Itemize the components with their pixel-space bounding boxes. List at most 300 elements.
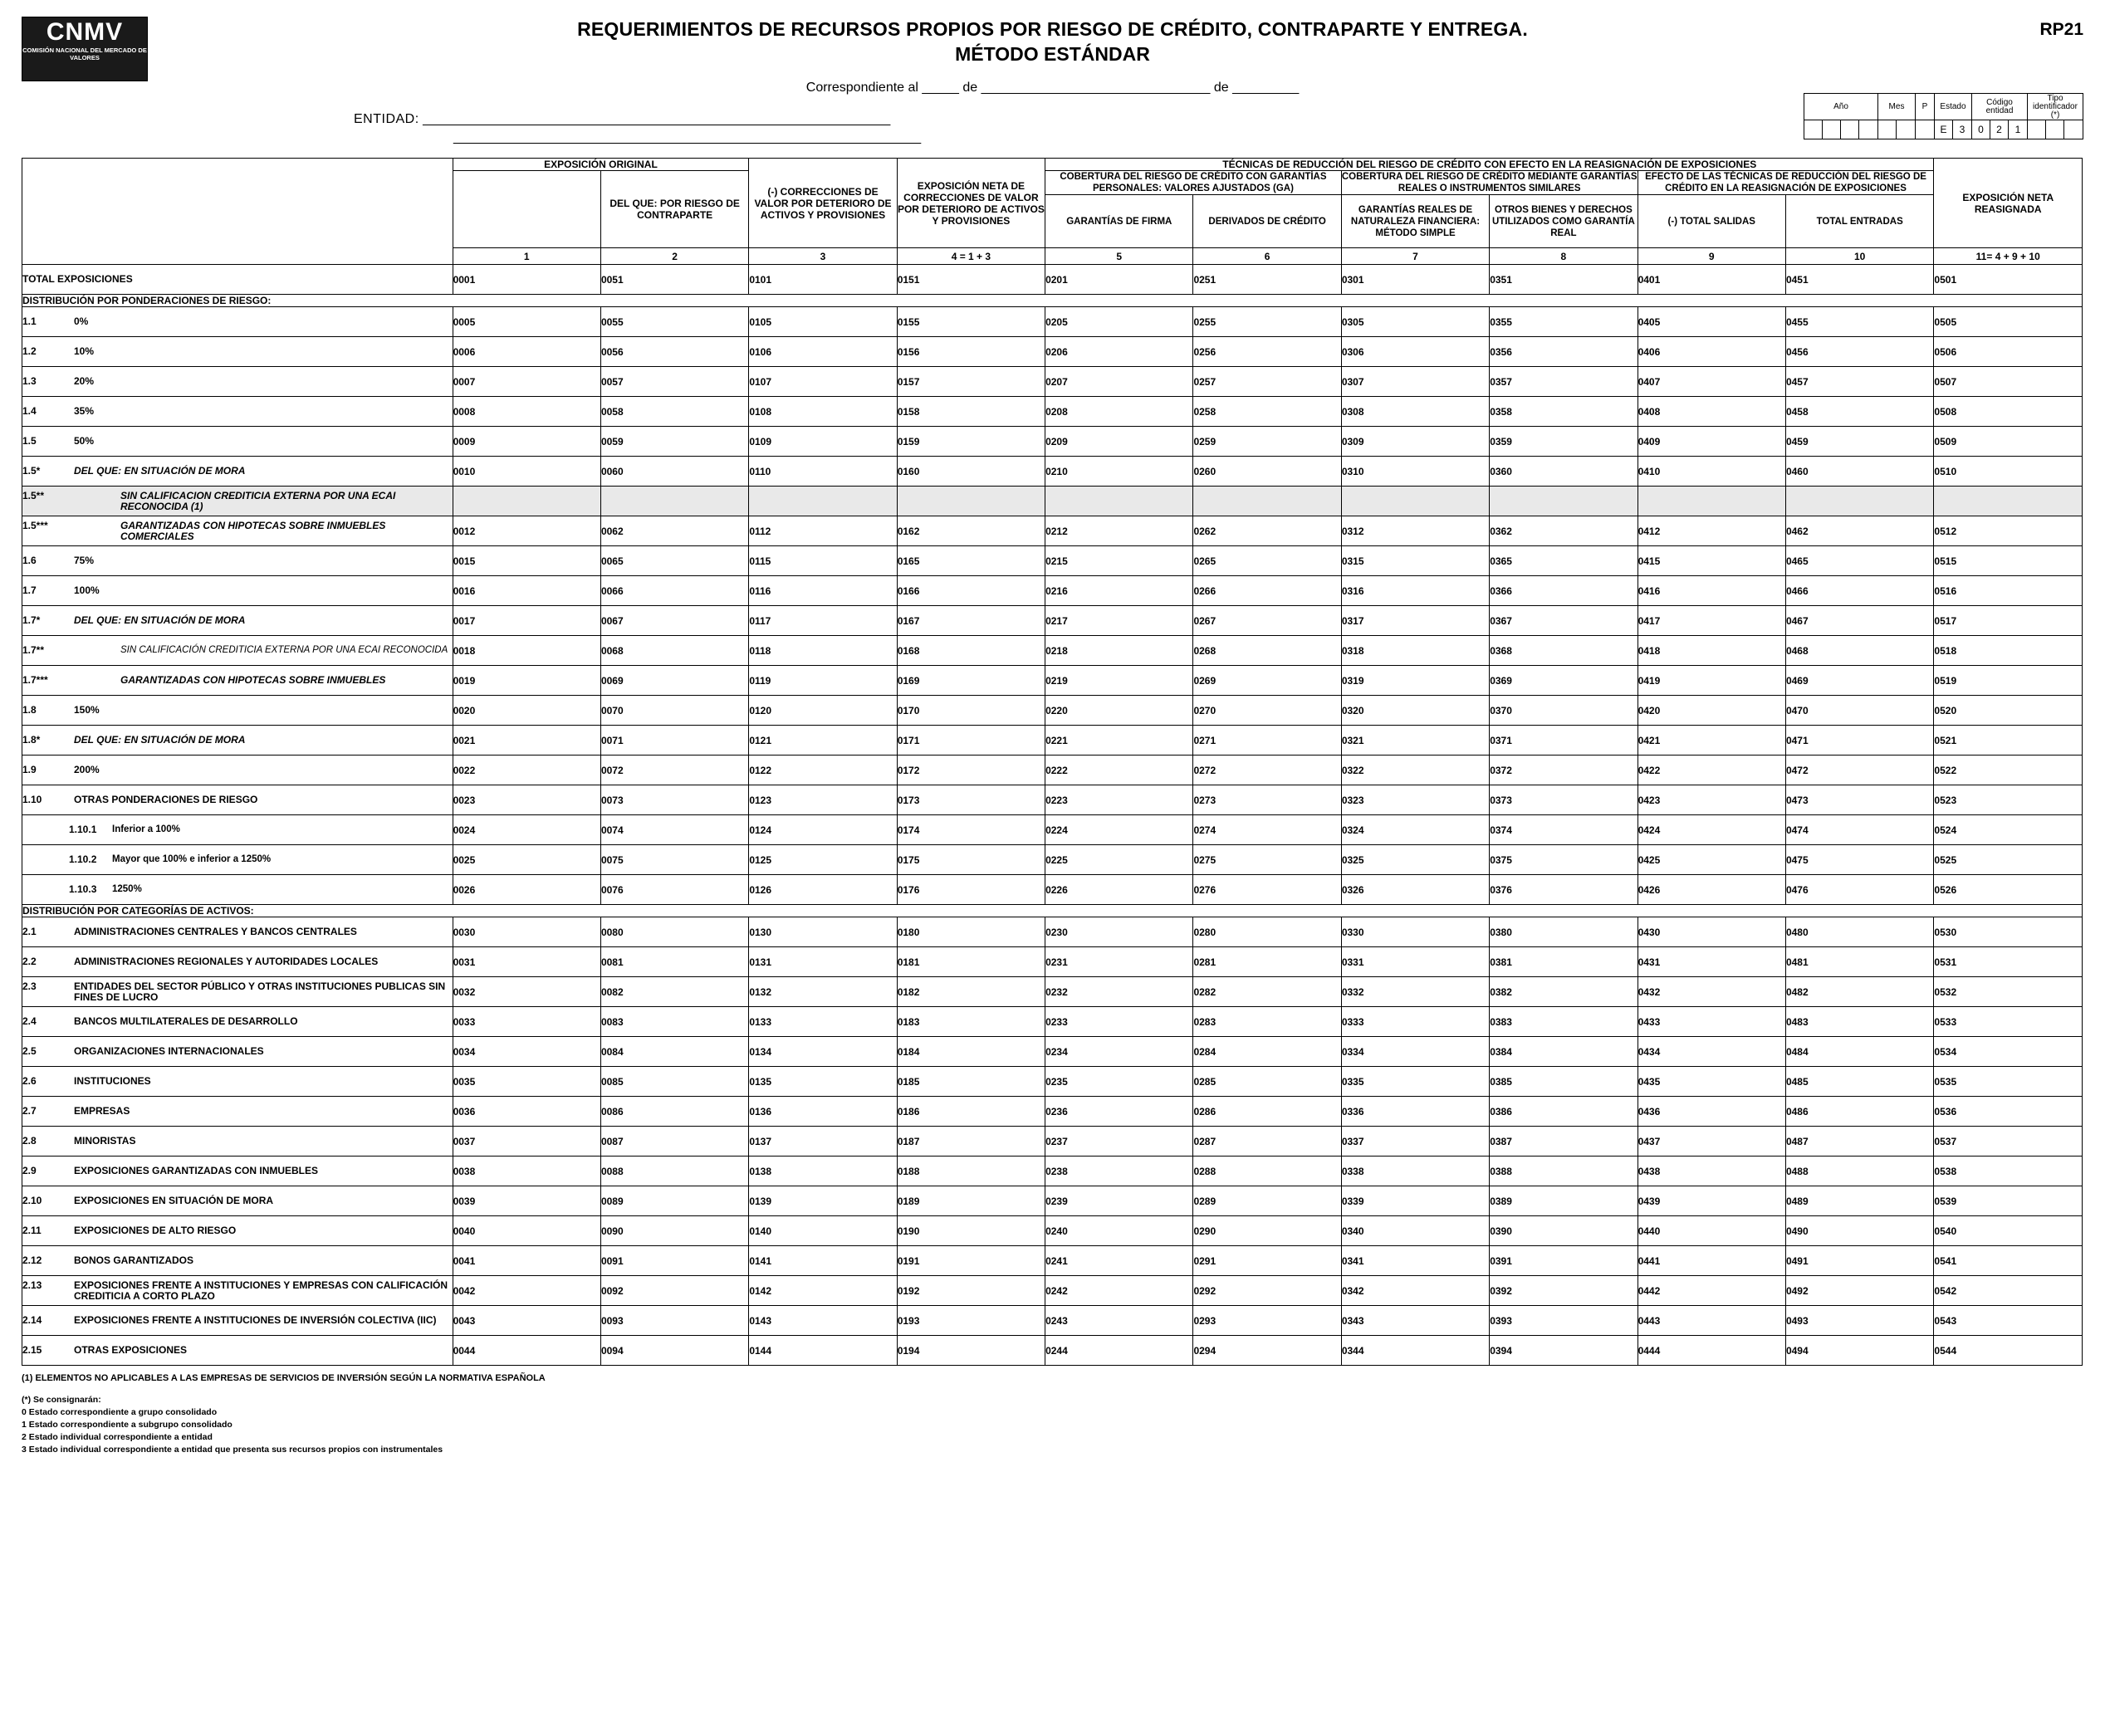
field-input[interactable] (1540, 576, 1637, 606)
field-input[interactable] (947, 785, 1045, 815)
field-input[interactable] (1836, 845, 1934, 875)
field-input[interactable] (1687, 576, 1785, 606)
field-input[interactable] (1095, 546, 1193, 576)
field-input[interactable] (1095, 576, 1193, 606)
field-input[interactable] (502, 1157, 600, 1186)
field-input[interactable] (1391, 1037, 1489, 1067)
field-input[interactable] (1540, 457, 1637, 487)
field-input[interactable] (1836, 756, 1934, 785)
field-input[interactable] (799, 1336, 897, 1366)
field-input[interactable] (502, 756, 600, 785)
field-input[interactable] (1095, 845, 1193, 875)
field-input[interactable] (1095, 1067, 1193, 1097)
field-input[interactable] (799, 606, 897, 636)
field-input[interactable] (1243, 1306, 1341, 1336)
field-input[interactable] (1095, 756, 1193, 785)
idbox-type-cell[interactable] (2028, 120, 2046, 139)
field-input[interactable] (947, 1306, 1045, 1336)
field-input[interactable] (1540, 785, 1637, 815)
field-input[interactable] (1243, 1157, 1341, 1186)
field-input[interactable] (502, 1186, 600, 1216)
field-input[interactable] (1391, 785, 1489, 815)
field-input[interactable] (1984, 785, 2082, 815)
field-input[interactable] (502, 1276, 600, 1306)
field-input[interactable] (1095, 1246, 1193, 1276)
field-input[interactable] (1687, 977, 1785, 1007)
field-input[interactable] (502, 1097, 600, 1127)
field-input[interactable] (1243, 1007, 1341, 1037)
field-input[interactable] (1540, 756, 1637, 785)
field-input[interactable] (1540, 1007, 1637, 1037)
field-input[interactable] (1687, 696, 1785, 726)
field-input[interactable] (651, 265, 749, 295)
field-input[interactable] (1984, 487, 2082, 516)
field-input[interactable] (1540, 696, 1637, 726)
field-input[interactable] (1540, 307, 1637, 337)
field-input[interactable] (799, 337, 897, 367)
field-input[interactable] (947, 1336, 1045, 1366)
field-input[interactable] (1984, 845, 2082, 875)
field-input[interactable] (947, 1157, 1045, 1186)
idbox-type-cell[interactable] (2064, 120, 2083, 139)
field-input[interactable] (1836, 457, 1934, 487)
field-input[interactable] (1391, 666, 1489, 696)
field-input[interactable] (1540, 487, 1637, 516)
field-input[interactable] (947, 1276, 1045, 1306)
field-input[interactable] (502, 427, 600, 457)
field-input[interactable] (947, 1067, 1045, 1097)
field-input[interactable] (1836, 666, 1934, 696)
field-input[interactable] (1095, 457, 1193, 487)
field-input[interactable] (947, 397, 1045, 427)
field-input[interactable] (799, 726, 897, 756)
field-input[interactable] (1391, 1127, 1489, 1157)
field-input[interactable] (1391, 845, 1489, 875)
field-input[interactable] (1984, 636, 2082, 666)
field-input[interactable] (502, 785, 600, 815)
field-input[interactable] (1836, 427, 1934, 457)
field-input[interactable] (651, 546, 749, 576)
field-input[interactable] (502, 1216, 600, 1246)
field-input[interactable] (1984, 1067, 2082, 1097)
field-input[interactable] (799, 487, 897, 516)
field-input[interactable] (651, 917, 749, 947)
field-input[interactable] (799, 756, 897, 785)
field-input[interactable] (1984, 1097, 2082, 1127)
field-input[interactable] (1540, 845, 1637, 875)
field-input[interactable] (1243, 457, 1341, 487)
field-input[interactable] (1984, 606, 2082, 636)
field-input[interactable] (1687, 1246, 1785, 1276)
field-input[interactable] (502, 875, 600, 905)
field-input[interactable] (1836, 1007, 1934, 1037)
field-input[interactable] (1243, 1336, 1341, 1366)
field-input[interactable] (1391, 875, 1489, 905)
field-input[interactable] (1243, 1246, 1341, 1276)
field-input[interactable] (1540, 516, 1637, 546)
field-input[interactable] (1687, 1216, 1785, 1246)
field-input[interactable] (651, 696, 749, 726)
field-input[interactable] (947, 427, 1045, 457)
field-input[interactable] (1391, 1336, 1489, 1366)
field-input[interactable] (1984, 1007, 2082, 1037)
field-input[interactable] (502, 265, 600, 295)
field-input[interactable] (1391, 487, 1489, 516)
field-input[interactable] (799, 696, 897, 726)
field-input[interactable] (1243, 696, 1341, 726)
field-input[interactable] (1687, 606, 1785, 636)
idbox-month-cell[interactable] (1897, 120, 1915, 139)
field-input[interactable] (799, 397, 897, 427)
field-input[interactable] (651, 1157, 749, 1186)
field-input[interactable] (1095, 606, 1193, 636)
field-input[interactable] (1836, 265, 1934, 295)
field-input[interactable] (651, 977, 749, 1007)
field-input[interactable] (502, 1127, 600, 1157)
field-input[interactable] (1836, 1157, 1934, 1186)
field-input[interactable] (947, 516, 1045, 546)
field-input[interactable] (1836, 1276, 1934, 1306)
field-input[interactable] (1540, 1276, 1637, 1306)
field-input[interactable] (1095, 1127, 1193, 1157)
field-input[interactable] (1984, 516, 2082, 546)
field-input[interactable] (651, 1186, 749, 1216)
field-input[interactable] (1095, 666, 1193, 696)
field-input[interactable] (651, 1097, 749, 1127)
field-input[interactable] (502, 977, 600, 1007)
field-input[interactable] (502, 917, 600, 947)
field-input[interactable] (1095, 917, 1193, 947)
field-input[interactable] (502, 815, 600, 845)
field-input[interactable] (502, 845, 600, 875)
field-input[interactable] (1243, 917, 1341, 947)
field-input[interactable] (1687, 516, 1785, 546)
field-input[interactable] (947, 756, 1045, 785)
field-input[interactable] (1243, 337, 1341, 367)
field-input[interactable] (1984, 1037, 2082, 1067)
field-input[interactable] (502, 1246, 600, 1276)
field-input[interactable] (799, 457, 897, 487)
field-input[interactable] (502, 457, 600, 487)
field-input[interactable] (1687, 265, 1785, 295)
field-input[interactable] (1391, 947, 1489, 977)
field-input[interactable] (799, 1037, 897, 1067)
field-input[interactable] (1095, 427, 1193, 457)
field-input[interactable] (1540, 875, 1637, 905)
field-input[interactable] (1391, 636, 1489, 666)
field-input[interactable] (502, 726, 600, 756)
field-input[interactable] (502, 947, 600, 977)
field-input[interactable] (1243, 427, 1341, 457)
field-input[interactable] (799, 636, 897, 666)
field-input[interactable] (1391, 726, 1489, 756)
field-input[interactable] (1540, 1097, 1637, 1127)
field-input[interactable] (1836, 636, 1934, 666)
field-input[interactable] (1391, 516, 1489, 546)
field-input[interactable] (1687, 917, 1785, 947)
field-input[interactable] (1243, 1037, 1341, 1067)
field-input[interactable] (1687, 397, 1785, 427)
idbox-entity-code-cell[interactable]: 0 (1972, 120, 1990, 139)
field-input[interactable] (1540, 1216, 1637, 1246)
field-input[interactable] (1391, 367, 1489, 397)
field-input[interactable] (799, 917, 897, 947)
field-input[interactable] (1984, 1216, 2082, 1246)
field-input[interactable] (1836, 516, 1934, 546)
field-input[interactable] (947, 815, 1045, 845)
field-input[interactable] (1391, 397, 1489, 427)
field-input[interactable] (947, 1127, 1045, 1157)
field-input[interactable] (799, 1157, 897, 1186)
field-input[interactable] (1687, 875, 1785, 905)
field-input[interactable] (1984, 666, 2082, 696)
field-input[interactable] (1984, 875, 2082, 905)
idbox-year-cell[interactable] (1859, 120, 1877, 139)
field-input[interactable] (651, 1306, 749, 1336)
field-input[interactable] (1836, 1246, 1934, 1276)
field-input[interactable] (1687, 307, 1785, 337)
field-input[interactable] (799, 1097, 897, 1127)
field-input[interactable] (1095, 977, 1193, 1007)
field-input[interactable] (1687, 546, 1785, 576)
field-input[interactable] (502, 696, 600, 726)
field-input[interactable] (651, 337, 749, 367)
field-input[interactable] (947, 696, 1045, 726)
field-input[interactable] (1984, 337, 2082, 367)
field-input[interactable] (947, 487, 1045, 516)
field-input[interactable] (1836, 487, 1934, 516)
field-input[interactable] (947, 606, 1045, 636)
field-input[interactable] (502, 1037, 600, 1067)
field-input[interactable] (651, 367, 749, 397)
field-input[interactable] (1243, 576, 1341, 606)
field-input[interactable] (1243, 1097, 1341, 1127)
field-input[interactable] (1836, 397, 1934, 427)
field-input[interactable] (1540, 606, 1637, 636)
field-input[interactable] (1836, 947, 1934, 977)
field-input[interactable] (651, 1276, 749, 1306)
field-input[interactable] (1095, 696, 1193, 726)
field-input[interactable] (1836, 815, 1934, 845)
field-input[interactable] (502, 516, 600, 546)
field-input[interactable] (1391, 337, 1489, 367)
field-input[interactable] (651, 307, 749, 337)
field-input[interactable] (651, 606, 749, 636)
idbox-state-cell[interactable]: 3 (1959, 124, 1965, 135)
field-input[interactable] (1984, 1157, 2082, 1186)
field-input[interactable] (799, 977, 897, 1007)
field-input[interactable] (799, 875, 897, 905)
field-input[interactable] (799, 1186, 897, 1216)
field-input[interactable] (1243, 516, 1341, 546)
field-input[interactable] (1095, 1216, 1193, 1246)
field-input[interactable] (1391, 1186, 1489, 1216)
field-input[interactable] (502, 487, 600, 516)
field-input[interactable] (502, 307, 600, 337)
field-input[interactable] (1540, 397, 1637, 427)
field-input[interactable] (1095, 265, 1193, 295)
field-input[interactable] (947, 337, 1045, 367)
field-input[interactable] (502, 1336, 600, 1366)
field-input[interactable] (1540, 337, 1637, 367)
field-input[interactable] (1687, 337, 1785, 367)
field-input[interactable] (651, 1007, 749, 1037)
field-input[interactable] (502, 606, 600, 636)
field-input[interactable] (1391, 1216, 1489, 1246)
field-input[interactable] (1687, 1067, 1785, 1097)
field-input[interactable] (502, 1067, 600, 1097)
field-input[interactable] (1095, 337, 1193, 367)
field-input[interactable] (1984, 696, 2082, 726)
field-input[interactable] (1540, 917, 1637, 947)
field-input[interactable] (799, 785, 897, 815)
field-input[interactable] (799, 576, 897, 606)
field-input[interactable] (1836, 696, 1934, 726)
field-input[interactable] (502, 367, 600, 397)
field-input[interactable] (502, 1306, 600, 1336)
idbox-year-cell[interactable] (1823, 120, 1841, 139)
field-input[interactable] (1095, 1336, 1193, 1366)
field-input[interactable] (799, 546, 897, 576)
field-input[interactable] (1984, 1306, 2082, 1336)
field-input[interactable] (1243, 606, 1341, 636)
field-input[interactable] (1984, 815, 2082, 845)
field-input[interactable] (1095, 636, 1193, 666)
field-input[interactable] (1540, 367, 1637, 397)
field-input[interactable] (651, 397, 749, 427)
field-input[interactable] (1095, 1276, 1193, 1306)
field-input[interactable] (1540, 265, 1637, 295)
field-input[interactable] (1540, 977, 1637, 1007)
field-input[interactable] (1836, 1037, 1934, 1067)
field-input[interactable] (1836, 1216, 1934, 1246)
field-input[interactable] (1687, 1007, 1785, 1037)
idbox-type-cell[interactable] (2046, 120, 2064, 139)
field-input[interactable] (651, 875, 749, 905)
field-input[interactable] (1984, 367, 2082, 397)
field-input[interactable] (1095, 815, 1193, 845)
field-input[interactable] (1095, 1186, 1193, 1216)
field-input[interactable] (1836, 1336, 1934, 1366)
field-input[interactable] (1687, 666, 1785, 696)
field-input[interactable] (1243, 397, 1341, 427)
field-input[interactable] (1540, 1336, 1637, 1366)
field-input[interactable] (1836, 337, 1934, 367)
field-input[interactable] (1243, 1216, 1341, 1246)
field-input[interactable] (1540, 427, 1637, 457)
field-input[interactable] (1836, 367, 1934, 397)
field-input[interactable] (502, 337, 600, 367)
idbox-entity-code-cell[interactable]: 2 (1990, 120, 2009, 139)
field-input[interactable] (1540, 1127, 1637, 1157)
field-input[interactable] (1984, 265, 2082, 295)
field-input[interactable] (651, 666, 749, 696)
field-input[interactable] (1243, 546, 1341, 576)
corresponding-blank-2[interactable]: _________ (1232, 81, 1300, 95)
field-input[interactable] (1243, 1067, 1341, 1097)
field-input[interactable] (1391, 1157, 1489, 1186)
field-input[interactable] (1984, 1336, 2082, 1366)
field-input[interactable] (1095, 1037, 1193, 1067)
field-input[interactable] (651, 427, 749, 457)
field-input[interactable] (947, 1007, 1045, 1037)
field-input[interactable] (1243, 307, 1341, 337)
field-input[interactable] (1984, 1246, 2082, 1276)
field-input[interactable] (1687, 815, 1785, 845)
field-input[interactable] (651, 487, 749, 516)
field-input[interactable] (1391, 427, 1489, 457)
field-input[interactable] (1095, 516, 1193, 546)
field-input[interactable] (1687, 457, 1785, 487)
field-input[interactable] (799, 1067, 897, 1097)
field-input[interactable] (1095, 1157, 1193, 1186)
field-input[interactable] (1836, 1186, 1934, 1216)
field-input[interactable] (947, 457, 1045, 487)
field-input[interactable] (1391, 546, 1489, 576)
field-input[interactable] (799, 516, 897, 546)
idbox-month-cell[interactable] (1878, 120, 1897, 139)
field-input[interactable] (651, 785, 749, 815)
field-input[interactable] (799, 1276, 897, 1306)
field-input[interactable] (1391, 1306, 1489, 1336)
field-input[interactable] (651, 756, 749, 785)
idbox-entity-code-cell[interactable]: 1 (2014, 124, 2021, 135)
field-input[interactable] (651, 1067, 749, 1097)
field-input[interactable] (947, 307, 1045, 337)
field-input[interactable] (1687, 487, 1785, 516)
field-input[interactable] (1836, 726, 1934, 756)
field-input[interactable] (1095, 487, 1193, 516)
entity-input-rule-2[interactable]: ___________________________________________________________________ (453, 130, 921, 144)
field-input[interactable] (1243, 1276, 1341, 1306)
field-input[interactable] (1984, 546, 2082, 576)
idbox-year-cell[interactable] (1841, 120, 1859, 139)
field-input[interactable] (1984, 1186, 2082, 1216)
field-input[interactable] (1540, 815, 1637, 845)
field-input[interactable] (799, 265, 897, 295)
field-input[interactable] (1687, 1097, 1785, 1127)
field-input[interactable] (1243, 947, 1341, 977)
field-input[interactable] (1984, 576, 2082, 606)
field-input[interactable] (1540, 1246, 1637, 1276)
field-input[interactable] (1836, 1127, 1934, 1157)
field-input[interactable] (947, 1037, 1045, 1067)
field-input[interactable] (1095, 307, 1193, 337)
field-input[interactable] (799, 1246, 897, 1276)
field-input[interactable] (1687, 427, 1785, 457)
entity-input-rule-1[interactable]: ___________________________________________________________________ (423, 112, 890, 126)
field-input[interactable] (1095, 367, 1193, 397)
field-input[interactable] (947, 917, 1045, 947)
field-input[interactable] (651, 576, 749, 606)
field-input[interactable] (651, 1037, 749, 1067)
field-input[interactable] (1687, 1127, 1785, 1157)
field-input[interactable] (1391, 457, 1489, 487)
field-input[interactable] (1243, 726, 1341, 756)
field-input[interactable] (1391, 576, 1489, 606)
field-input[interactable] (1243, 845, 1341, 875)
field-input[interactable] (1391, 696, 1489, 726)
field-input[interactable] (1836, 977, 1934, 1007)
field-input[interactable] (947, 875, 1045, 905)
field-input[interactable] (1836, 875, 1934, 905)
field-input[interactable] (947, 265, 1045, 295)
field-input[interactable] (947, 726, 1045, 756)
field-input[interactable] (502, 397, 600, 427)
field-input[interactable] (799, 947, 897, 977)
field-input[interactable] (1984, 1276, 2082, 1306)
field-input[interactable] (1687, 785, 1785, 815)
